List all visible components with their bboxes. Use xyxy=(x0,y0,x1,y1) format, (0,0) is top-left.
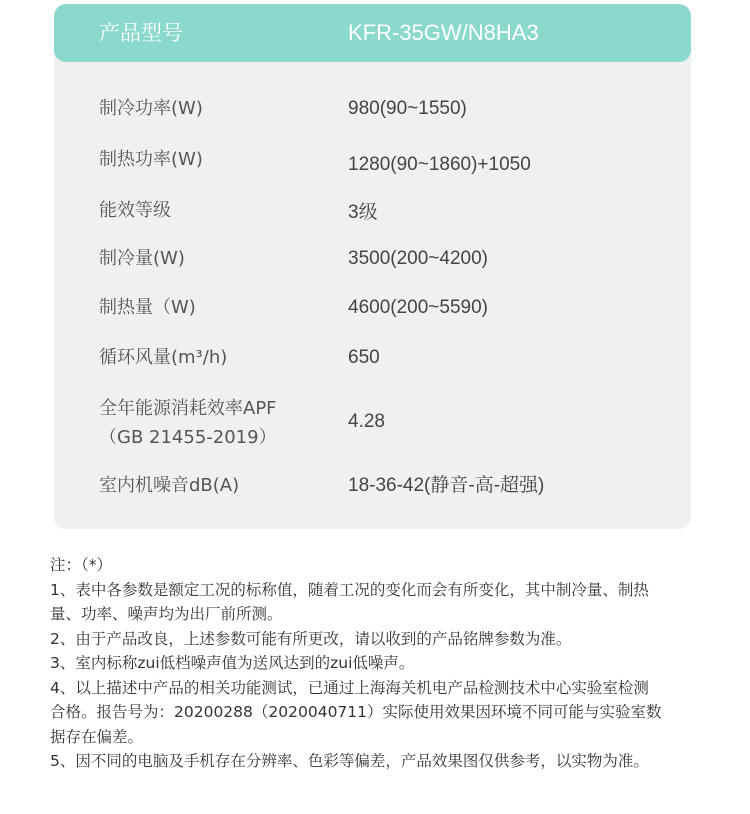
spec-value: 3级 xyxy=(348,202,378,223)
spec-label: 制热功率(W) xyxy=(99,149,203,170)
spec-label: 循环风量(m³/h) xyxy=(99,347,228,368)
spec-label: 制冷量(W) xyxy=(99,248,185,269)
spec-value: 650 xyxy=(348,347,380,368)
spec-value: 980(90~1550) xyxy=(348,98,467,119)
footnote-line: 1、表中各参数是额定工况的标称值，随着工况的变化而会有所变化，其中制冷量、制热 xyxy=(50,580,649,599)
spec-value: 4.28 xyxy=(348,411,385,432)
spec-table-header xyxy=(54,4,691,62)
footnote-line: 5、因不同的电脑及手机存在分辨率、色彩等偏差，产品效果图仅供参考，以实物为准。 xyxy=(50,752,649,770)
footnote-line: 合格。报告号为：20200288（2020040711）实际使用效果因环境不同可能与实验室数 xyxy=(50,703,662,721)
spec-value: 18-36-42(静音-高-超强) xyxy=(348,475,545,496)
spec-value: 3500(200~4200) xyxy=(348,248,488,269)
header-label: 产品型号 xyxy=(99,21,183,45)
spec-label: 能效等级 xyxy=(99,200,171,221)
footnotes xyxy=(50,553,730,774)
spec-label-standard: （GB 21455-2019） xyxy=(99,427,277,448)
spec-table xyxy=(54,4,691,529)
spec-label: 制热量（W) xyxy=(99,297,196,318)
spec-value: 4600(200~5590) xyxy=(348,297,488,318)
footnote-line: 据存在偏差。 xyxy=(50,727,144,746)
spec-label: 全年能源消耗效率APF xyxy=(99,398,277,419)
model-number: KFR-35GW/N8HA3 xyxy=(348,20,539,45)
footnote-title: 注：（*） xyxy=(50,556,113,574)
footnote-line: 量、功率、噪声均为出厂前所测。 xyxy=(50,605,283,623)
footnote-line: 3、室内标称zui低档噪声值为送风达到的zui低噪声。 xyxy=(50,654,415,672)
footnote-line: 2、由于产品改良，上述参数可能有所更改，请以收到的产品铭牌参数为准。 xyxy=(50,629,572,648)
spec-label: 制冷功率(W) xyxy=(99,98,203,119)
footnote-line: 4、以上描述中产品的相关功能测试，已通过上海海关机电产品检测技术中心实验室检测 xyxy=(50,678,649,697)
spec-label: 室内机噪音dB(A) xyxy=(99,475,240,496)
spec-value: 1280(90~1860)+1050 xyxy=(348,154,531,175)
